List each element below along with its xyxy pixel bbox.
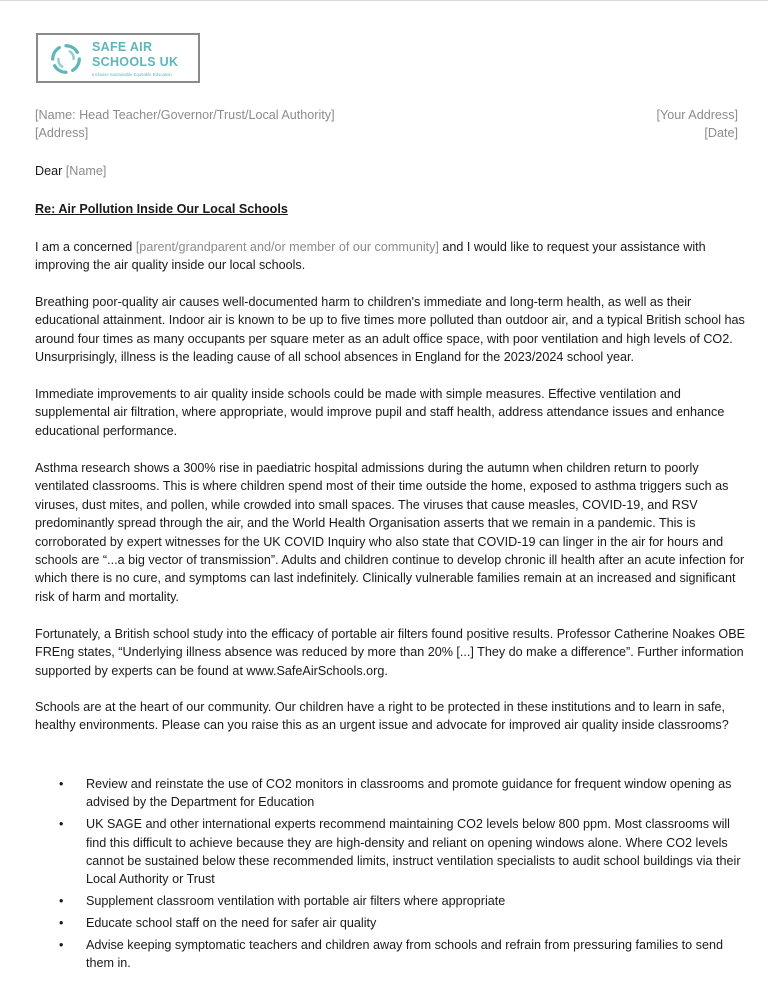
list-item [35,936,747,973]
sender-address-block [657,106,738,143]
bullet-icon: • [59,817,64,832]
list-item-text: Review and reinstate the use of CO2 monitors in classrooms and promote guidance for frequent window opening as advised by the Department for Education [86,777,732,810]
subject-line: Re: Air Pollution Inside Our Local Schools [35,202,288,216]
paragraph-air-filter-study: Fortunately, a British school study into the efficacy of portable air filters found positive results. Professor Catherine Noakes OBE FREng states, “Underlying illness absence was reduced by more than 20% [...] They do make a difference”. Further information supported by experts can be found at www.SafeAirSchools.org. [35,627,746,678]
bullet-icon: • [59,937,64,952]
logo-tagline: Inclusive Sustainable Equitable Education [92,72,172,77]
logo-title-line2: SCHOOLS UK [92,55,179,69]
list-item-text: Educate school staff on the need for safer air quality [86,916,377,931]
list-item [35,892,747,910]
date-placeholder: [Date] [704,126,738,141]
logo-title-line1: SAFE AIR [92,40,153,54]
list-item [35,775,747,812]
recipient-address-block [35,106,335,143]
relationship-placeholder: [parent/grandparent and/or member of our community] [135,240,439,254]
recipient-address-placeholder: [Address] [35,126,89,141]
intro-text-after: and I would like to request your assistance with improving the air quality inside our local schools. [35,240,706,273]
salutation-prefix: Dear [35,164,66,178]
intro-text-before: I am a concerned [35,240,136,254]
bullet-icon: • [59,916,64,931]
salutation-name-placeholder: [Name] [65,164,107,178]
paragraph-asthma-research: Asthma research shows a 300% rise in paediatric hospital admissions during the autumn when children return to poorly ventilated classrooms. This is where children spend most of their time outside the home, exposed to asthma triggers such as viruses, dust mites, and pollen, while crowded into small spaces. The viruses that cause measles, COVID-19, and RSV predominantly spread through the air, and the World Health Organisation asserts that we remain in a pandemic. This is corroborated by expert witnesses for the UK COVID Inquiry who also state that COVID-19 can linger in the air for hours and schools are “...a big vector of transmission”. Adults and children continue to develop chronic ill health after an acute infection for which there is no cure, and symptoms can last indefinitely. Clinically vulnerable families remain at an increased and significant risk of harm and mortality. [35,461,745,604]
list-item-text: UK SAGE and other international experts recommend maintaining CO2 levels below 800 ppm. Most classrooms will find this difficult to achieve because they are high-density and reliant on opening windows alone. Where CO2 levels cannot be sustained below these recommended limits, instruct ventilation specialists to audit school buildings via their Local Authority or Trust [86,817,741,887]
salutation [35,162,106,180]
bullet-icon: • [59,777,64,791]
recommendations-list [35,775,747,976]
list-item-text: Supplement classroom ventilation with portable air filters where appropriate [86,894,506,909]
recipient-name-placeholder: [Name: Head Teacher/Governor/Trust/Local Authority] [35,108,335,122]
list-item-text: Advise keeping symptomatic teachers and children away from schools and refrain from pressuring families to send them in. [86,937,723,971]
list-item [35,815,747,889]
paragraph-improvements: Immediate improvements to air quality inside schools could be made with simple measures. Effective ventilation and supplemental air filtration, where appropriate, would improve pupil and staff health, address attendance issues and enhance educational performance. [35,387,725,438]
paragraph-intro [35,238,747,275]
paragraph-community-request: Schools are at the heart of our community. Our children have a right to be protected in these institutions and to learn in safe, healthy environments. Please can you raise this as an urgent issue and advocate for improved air quality inside classrooms? [35,700,729,733]
sender-address-placeholder: [Your Address] [656,108,738,122]
safe-air-schools-logo [36,33,200,83]
bullet-icon: • [59,894,64,909]
paragraph-health-harm: Breathing poor-quality air causes well-documented harm to children's immediate and long-term health, as well as their educational attainment. Indoor air is known to be up to five times more polluted than outdoor air, and a typical British school has around four times as many occupants per square meter as an adult office space, with poor ventilation and high levels of CO2. Unsurprisingly, illness is the leading cause of all school absences in England for the 2023/2024 school year. [35,295,745,365]
list-item [35,914,747,932]
swirl-logo-icon [47,40,85,78]
top-border [0,0,768,1]
